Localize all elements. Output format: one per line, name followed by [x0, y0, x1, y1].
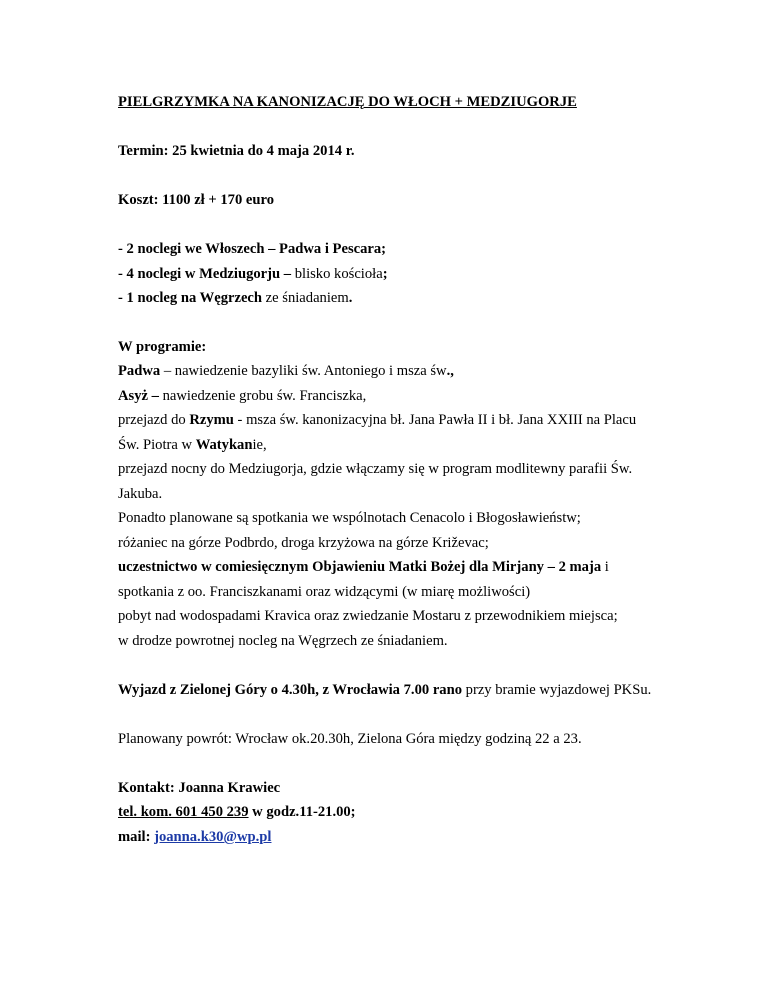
nocleg-line-3	[118, 289, 352, 307]
padwa-normal: – nawiedzenie bazyliki św. Antoniego i msza św	[160, 363, 447, 379]
program-pobyt: pobyt nad wodospadami Kravica oraz zwiedzanie Mostaru z przewodnikiem miejsca;	[118, 608, 618, 624]
nocleg-2-normal: blisko kościoła	[291, 266, 383, 282]
program-objawienie	[118, 558, 609, 576]
program-medziugorje-2: Jakuba.	[118, 486, 163, 502]
nocleg-3-bold: - 1 nocleg na Węgrzech	[118, 290, 263, 306]
program-medziugorje-1: przejazd nocny do Medziugorja, gdzie włączamy się w program modlitewny parafii Św.	[118, 461, 633, 477]
nocleg-3-normal: ze śniadaniem	[262, 290, 349, 306]
wyjazd-bold: Wyjazd z Zielonej Góry o 4.30h, z Wrocławia 7.00 rano	[118, 682, 463, 698]
nocleg-3-end: .	[348, 290, 353, 306]
program-rzym-1	[118, 411, 636, 429]
watykan-pre: Św. Piotra w	[118, 437, 196, 453]
watykan-bold: Watykan	[195, 437, 253, 453]
koszt-line: Koszt: 1100 zł + 170 euro	[118, 192, 274, 208]
phone-number-link[interactable]: tel. kom. 601 450 239	[118, 804, 249, 820]
rzym-pre: przejazd do	[118, 412, 190, 428]
program-rzym-2	[118, 436, 267, 454]
padwa-end: .,	[446, 363, 454, 379]
program-powrot-nocleg: w drodze powrotnej nocleg na Węgrzech ze śniadaniem.	[118, 633, 448, 649]
nocleg-line-2	[118, 265, 388, 283]
asyz-normal: nawiedzenie grobu św. Franciszka,	[158, 388, 367, 404]
document-page	[118, 0, 718, 994]
kontakt-tel-line	[118, 803, 356, 821]
program-spotkania: spotkania z oo. Franciszkanami oraz widzącymi (w miarę możliwości)	[118, 584, 531, 600]
kontakt-heading: Kontakt: Joanna Krawiec	[118, 780, 281, 796]
wyjazd-line	[118, 681, 651, 699]
document-title: PIELGRZYMKA NA KANONIZACJĘ DO WŁOCH + MEDZIUGORJE	[118, 94, 577, 110]
wyjazd-post: przy bramie wyjazdowej PKSu.	[462, 682, 652, 698]
program-ponadto: Ponadto planowane są spotkania we wspólnotach Cenacolo i Błogosławieństw;	[118, 510, 581, 526]
program-padwa	[118, 362, 454, 380]
rzym-bold: Rzymu	[189, 412, 234, 428]
nocleg-line-1	[118, 240, 386, 258]
objawienie-bold: uczestnictwo w comiesięcznym Objawieniu Matki Bożej dla Mirjany – 2 maja	[118, 559, 602, 575]
email-link[interactable]: joanna.k30@wp.pl	[154, 829, 272, 845]
nocleg-2-end: ;	[382, 266, 388, 282]
nocleg-1-text: - 2 noclegi we Włoszech – Padwa i Pescara;	[118, 241, 387, 257]
objawienie-post: i	[601, 559, 609, 575]
program-rozaniec: różaniec na górze Podbrdo, droga krzyżowa na górze Križevac;	[118, 535, 489, 551]
watykan-post: ie,	[252, 437, 267, 453]
rzym-post: - msza św. kanonizacyjna bł. Jana Pawła II i bł. Jana XXIII na Placu	[233, 412, 637, 428]
program-asyz	[118, 387, 366, 405]
mail-label: mail:	[118, 829, 155, 845]
tel-hours: w godz.11-21.00;	[248, 804, 356, 820]
termin-line: Termin: 25 kwietnia do 4 maja 2014 r.	[118, 143, 355, 159]
kontakt-mail-line	[118, 828, 271, 846]
asyz-bold: Asyż –	[118, 388, 159, 404]
nocleg-2-bold: - 4 noclegi w Medziugorju –	[118, 266, 292, 282]
padwa-bold: Padwa	[118, 363, 161, 379]
program-heading: W programie:	[118, 339, 207, 355]
planowany-powrot-line: Planowany powrót: Wrocław ok.20.30h, Zielona Góra między godziną 22 a 23.	[118, 731, 582, 747]
